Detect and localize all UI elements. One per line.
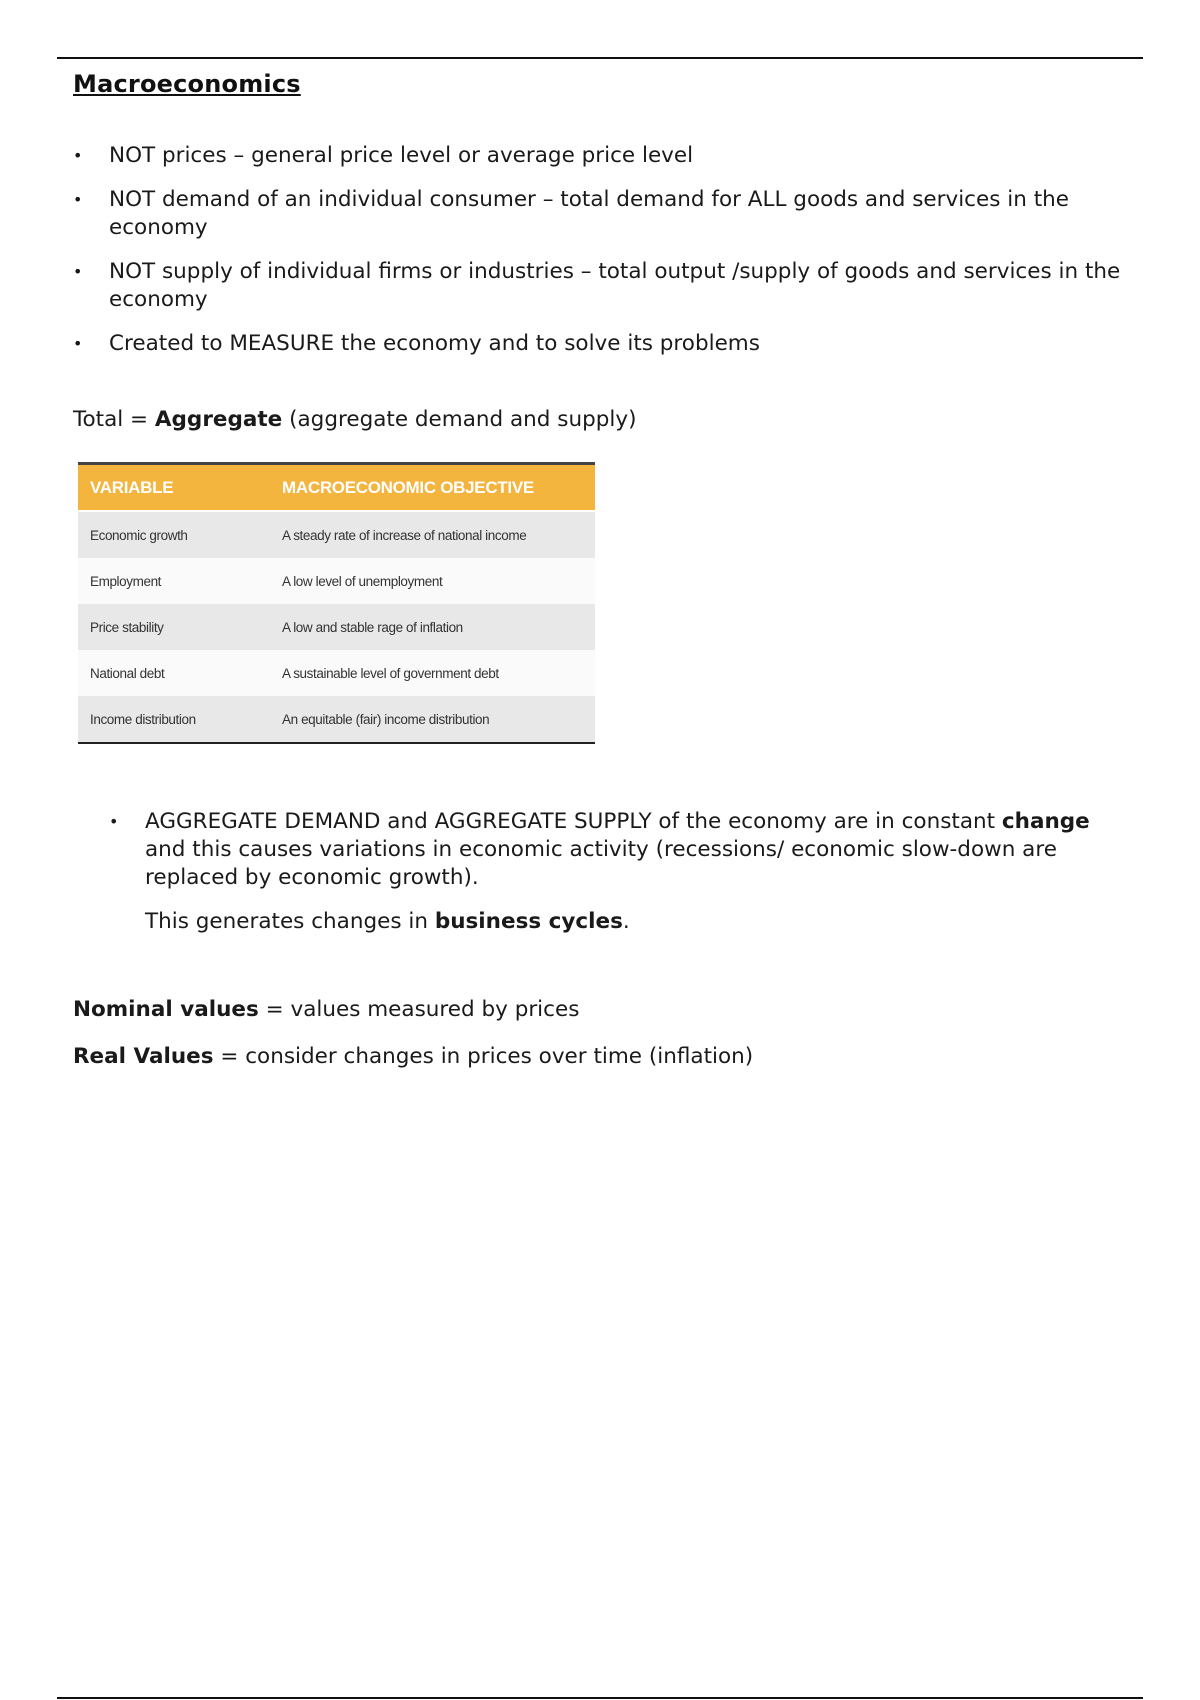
top-rule: [57, 57, 1143, 59]
table-row: [78, 604, 595, 650]
real-values-term: Real Values: [73, 1044, 214, 1069]
cell-variable: Economic growth: [78, 511, 270, 558]
bullet-dot-icon: •: [109, 812, 119, 831]
real-values-text: = consider changes in prices over time (inflation): [213, 1044, 754, 1069]
total-prefix: Total =: [73, 407, 155, 432]
note-part2: and this causes variations in economic activity (recessions/ economic slow-down are replaced by economic growth).: [145, 837, 1057, 890]
macroeconomic-objectives-table: [78, 462, 595, 744]
cycles-suffix: .: [622, 909, 630, 934]
change-term: change: [1001, 809, 1090, 834]
list-item: • NOT prices – general price level or average price level: [73, 142, 1133, 170]
value-definitions: [73, 996, 1133, 1071]
table-row: [78, 511, 595, 558]
aggregate-term: Aggregate: [154, 407, 283, 432]
bottom-rule: [57, 1697, 1143, 1699]
cell-objective: An equitable (fair) income distribution: [270, 696, 595, 743]
total-aggregate-line: [73, 406, 1133, 434]
list-item: • NOT demand of an individual consumer – total demand for ALL goods and services in the economy: [73, 186, 1133, 242]
cell-objective: A steady rate of increase of national income: [270, 511, 595, 558]
nominal-values-line: [73, 996, 1133, 1024]
total-suffix: (aggregate demand and supply): [282, 407, 637, 432]
table-row: [78, 558, 595, 604]
header-objective: MACROECONOMIC OBJECTIVE: [270, 464, 595, 512]
list-item: • NOT supply of individual firms or industries – total output /supply of goods and services in the economy: [73, 258, 1133, 314]
aggregate-change-note: [109, 808, 1133, 936]
table-row: [78, 650, 595, 696]
cell-objective: A low level of unemployment: [270, 558, 595, 604]
note-part1: AGGREGATE DEMAND and AGGREGATE SUPPLY of the economy are in constant: [145, 809, 1002, 834]
definition-bullets: [73, 142, 1133, 358]
cycles-prefix: This generates changes in: [145, 909, 435, 934]
real-values-line: [73, 1043, 1133, 1071]
cell-variable: Price stability: [78, 604, 270, 650]
header-variable: VARIABLE: [78, 464, 270, 512]
nominal-values-term: Nominal values: [73, 997, 259, 1022]
cell-variable: Employment: [78, 558, 270, 604]
cell-variable: Income distribution: [78, 696, 270, 743]
cell-variable: National debt: [78, 650, 270, 696]
cell-objective: A low and stable rage of inflation: [270, 604, 595, 650]
page-title: Macroeconomics: [73, 70, 301, 98]
nominal-values-text: = values measured by prices: [258, 997, 580, 1022]
table-header-row: [78, 464, 595, 512]
table-row: [78, 696, 595, 743]
business-cycles-paragraph: [145, 908, 1133, 936]
aggregate-change-paragraph: [145, 808, 1133, 892]
cell-objective: A sustainable level of government debt: [270, 650, 595, 696]
business-cycles-term: business cycles: [434, 909, 623, 934]
list-item: • Created to MEASURE the economy and to solve its problems: [73, 330, 1133, 358]
document-page: [73, 70, 1133, 1071]
